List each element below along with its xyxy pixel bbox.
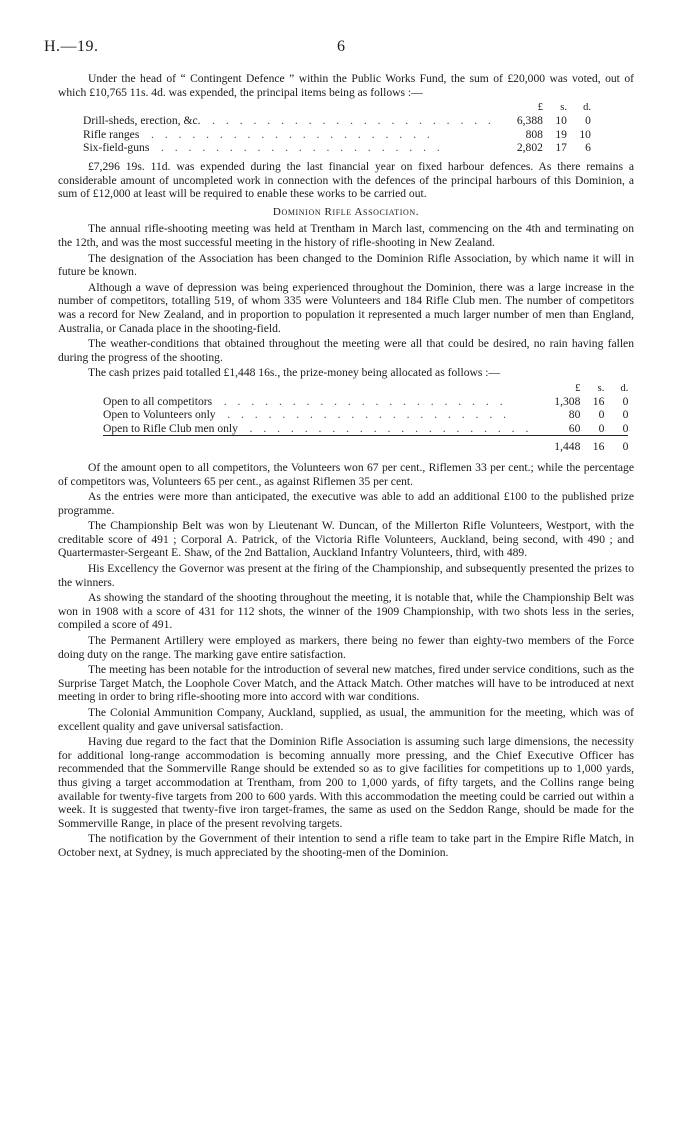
pounds-unit: £ xyxy=(537,102,543,114)
item-label: Rifle ranges xyxy=(83,127,140,141)
pence-value: 0 xyxy=(622,421,629,435)
document-code: H.—19. xyxy=(44,38,99,55)
pounds-unit: £ xyxy=(575,382,581,394)
shillings-value: 0 xyxy=(598,421,605,435)
paragraph-championship-belt: The Championship Belt was won by Lieutenant W. Duncan, of the Millerton Rifle Volunteers, Westport, with the creditable score of 491 ; Corporal A. Patrick, of the Victoria Rifle Volunteers, Auckland, being second, with 490 ; and Quartermaster-Sergeant E. Shaw, of the 2nd Battalion, Auckland Infantry Volunteers, third, with 489. xyxy=(58,519,634,560)
leader-dots: . . . . . . . . . . . . . . . . . . . . . xyxy=(150,127,434,141)
pounds-value: 80 xyxy=(568,408,581,422)
expenditure-table xyxy=(83,101,591,154)
table-row xyxy=(103,422,628,436)
total-row xyxy=(103,435,628,453)
total-shillings: 16 xyxy=(580,435,604,453)
item-label: Open to Rifle Club men only xyxy=(103,421,238,435)
shillings-value: 0 xyxy=(598,408,605,422)
section-heading: Dominion Rifle Association. xyxy=(272,205,420,218)
paragraph-long-range: Having due regard to the fact that the Dominion Rifle Association is assuming such large dimensions, the necessity for additional long-range accommodation is becoming annually more pressing, and the Chief Executive Officer has recommended that the Sommerville Range should be extended so as to give facilities for competitions up to 1,000 yards, thus giving a target accommodation at Trentham, from 200 to 1,000 yards, of fifty targets, and the Collins range being available for twenty-five targets from 200 to 600 yards. With this accommodation the meeting could be carried out within a week. It is suggested that twenty-five iron target-frames, the same as used on the Seddon Range, should be made for the Sommerville Range, in place of the present revolving targets. xyxy=(58,735,634,830)
table-row xyxy=(103,408,628,421)
total-pence: 0 xyxy=(604,435,628,453)
paragraph-standard: As showing the standard of the shooting throughout the meeting, it is notable that, while the Championship Belt was won in 1908 with a score of 431 for 112 shots, the winner of the 1909 Championship, with two shots less in the series, compiled a score of 491. xyxy=(58,591,634,632)
total-pounds: 1,448 xyxy=(532,435,580,453)
pence-unit: d. xyxy=(620,382,629,394)
pounds-value: 2,802 xyxy=(516,140,543,154)
shillings-value: 10 xyxy=(555,114,567,128)
item-label: Open to Volunteers only xyxy=(103,408,216,422)
shillings-value: 16 xyxy=(592,395,605,409)
paragraph-percentages: Of the amount open to all competitors, the Volunteers won 67 per cent., Riflemen 33 per cent.; while the percentage of competitors was, Volunteers 65 per cent., as against Riflemen 35 per cent. xyxy=(58,460,634,488)
leader-dots: . . . . . . . . . . . . . . . . . . . . . xyxy=(249,421,533,435)
paragraph-ammunition: The Colonial Ammunition Company, Auckland, supplied, as usual, the ammunition for the meeting, which was of excellent quality and gave universal satisfaction. xyxy=(58,706,634,733)
currency-units-row xyxy=(83,101,591,114)
paragraph-new-matches: The meeting has been notable for the introduction of several new matches, fired under service conditions, such as the Surprise Target Match, the Loophole Cover Match, and the Attack Match. Other matches will have to be introduced at next meeting in order to bring rifle-shooting more into accord with war conditions. xyxy=(58,663,634,704)
pence-value: 10 xyxy=(579,127,591,141)
item-label: Open to all competitors xyxy=(103,395,213,409)
table-row xyxy=(83,128,591,141)
pence-value: 6 xyxy=(585,140,591,154)
shillings-unit: s. xyxy=(597,382,605,394)
paragraph-meeting-held: The annual rifle-shooting meeting was held at Trentham in March last, commencing on the 4th and terminating on the 12th, and was the most successful meeting in the history of rifle-shooting in New Zealand. xyxy=(58,222,634,249)
paragraph-weather: The weather-conditions that obtained throughout the meeting were all that could be desired, no rain having fallen during the progress of the shooting. xyxy=(58,337,634,364)
pence-value: 0 xyxy=(622,395,629,409)
prize-table xyxy=(103,382,628,453)
leader-dots: . . . . . . . . . . . . . . . . . . . . . xyxy=(160,140,444,154)
paragraph-governor: His Excellency the Governor was present at the firing of the Championship, and subsequently presented the prizes to the winners. xyxy=(58,562,634,589)
item-label: Six-field-guns xyxy=(83,140,150,154)
pence-value: 0 xyxy=(622,408,629,422)
page-body xyxy=(58,72,634,862)
paragraph-entries: As the entries were more than anticipated, the executive was able to add an additional £100 to the published prize programme. xyxy=(58,490,634,517)
pounds-value: 60 xyxy=(568,421,581,435)
paragraph-cash-prizes: The cash prizes paid totalled £1,448 16s., the prize-money being allocated as follows :— xyxy=(88,366,501,380)
table-row xyxy=(83,114,591,127)
leader-dots: . . . . . . . . . . . . . . . . . . . . . xyxy=(223,395,507,409)
leader-dots: . . . . . . . . . . . . . . . . . . . . . xyxy=(227,408,511,422)
pounds-value: 1,308 xyxy=(554,395,581,409)
page-number: 6 xyxy=(337,38,345,55)
paragraph-empire-match: The notification by the Government of their intention to send a rifle team to take part in the Empire Rifle Match, in October next, at Sydney, is much appreciated by the shooting-men of the Dominion. xyxy=(58,832,634,859)
pence-unit: d. xyxy=(583,102,591,114)
paragraph-designation: The designation of the Association has been changed to the Dominion Rifle Association, by which name it will in future be known. xyxy=(58,251,634,279)
item-label: Drill-sheds, erection, &c. xyxy=(83,114,201,128)
paragraph-harbour-defences: £7,296 19s. 11d. was expended during the last financial year on fixed harbour defences. As there remains a considerable amount of uncompleted work in connection with the defences of the principal harbours of this Dominion, a sum of £12,000 at least will be required to enable these works to be carried out. xyxy=(58,160,634,201)
paragraph-artillery: The Permanent Artillery were employed as markers, there being no fewer than eighty-two members of the Force doing duty on the range. The marking gave entire satisfaction. xyxy=(58,634,634,661)
paragraph-contingent-intro: Under the head of “ Contingent Defence ” within the Public Works Fund, the sum of £20,000 was voted, out of which £10,765 11s. 4d. was expended, the principal items being as follows :— xyxy=(58,72,634,99)
currency-units-row xyxy=(103,382,628,395)
pounds-value: 808 xyxy=(525,127,543,141)
shillings-unit: s. xyxy=(560,102,567,114)
shillings-value: 17 xyxy=(555,140,567,154)
table-row xyxy=(103,395,628,408)
leader-dots: . . . . . . . . . . . . . . . . . . . . . xyxy=(212,114,495,128)
pounds-value: 6,388 xyxy=(516,114,543,128)
paragraph-competitors: Although a wave of depression was being experienced throughout the Dominion, there was a large increase in the number of competitors, totalling 519, of whom 335 were Volunteers and 184 Rifle Club men. The number of competitors was a record for New Zealand, and in proportion to population it represented a much larger number of men than England, Australia, or Canada place in the shooting-field. xyxy=(58,280,634,335)
shillings-value: 19 xyxy=(555,127,567,141)
table-row xyxy=(83,141,591,154)
pence-value: 0 xyxy=(585,114,591,128)
